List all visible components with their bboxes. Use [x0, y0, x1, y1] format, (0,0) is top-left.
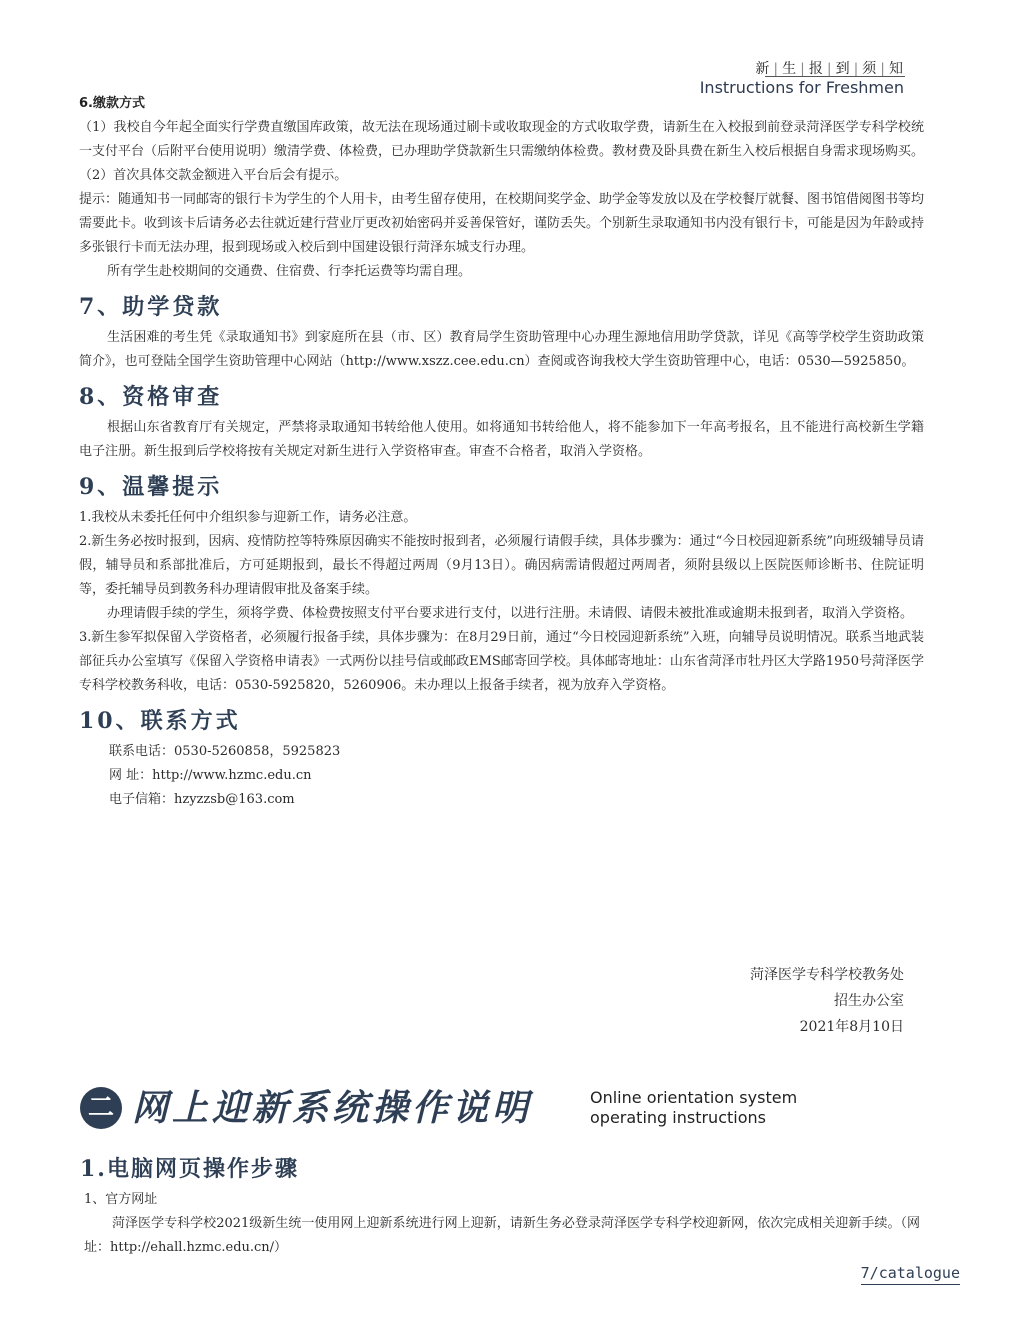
- chapter-title: 网上迎新系统操作说明: [132, 1087, 533, 1129]
- part-item-1: 1、官方网址: [84, 1192, 158, 1207]
- chapter-title-en-line-1: Online orientation system: [590, 1088, 798, 1107]
- tips-paragraph-2: 2.新生务必按时报到，因病、疫情防控等特殊原因确实不能按时报到者，必须履行请假手续，具体步骤为：通过“今日校园迎新系统”向班级辅导员请假，辅导员和系部批准后，方可延期报到，最长不得超过两周（9月13日）。确因病需请假超过两周者，须附县级以上医院医师诊断书、住院证明等，委托辅导员到教务科办理请假审批及备案手续。: [79, 534, 924, 597]
- header-char: 报: [808, 61, 824, 77]
- qualification-paragraph: 根据山东省教育厅有关规定，严禁将录取通知书转给他人使用。如将通知书转给他人，将不能参加下一年高考报名，且不能进行高校新生学籍电子注册。新生报到后学校将按有关规定对新生进行入学资格审查。审查不合格者，取消入学资格。: [79, 420, 924, 459]
- header-char: 新: [755, 61, 771, 77]
- tips-paragraph-4: 3.新生参军拟保留入学资格者，必须履行报备手续，具体步骤为：在8月29日前，通过“今日校园迎新系统”入班，向辅导员说明情况。联系当地武装部征兵办公室填写《保留入学资格申请表》一式两份以挂号信或邮政EMS邮寄回学校。具体邮寄地址：山东省菏泽市牡丹区大学路1950号菏泽医学专科学校教务科收，电话：0530-5925820，5260906。未办理以上报备手续者，视为放弃入学资格。: [79, 630, 924, 693]
- section-qualification-title: 8、资格审查: [79, 384, 223, 410]
- page-number: 7/catalogue: [861, 1264, 960, 1285]
- part-content: [84, 1188, 920, 1260]
- header-char: 须: [862, 61, 878, 77]
- section-tips-title: 9、温馨提示: [79, 474, 223, 500]
- header-title-en: Instructions for Freshmen: [699, 78, 904, 97]
- header-char: 知: [889, 61, 904, 77]
- contact-website[interactable]: 网 址：http://www.hzmc.edu.cn: [109, 768, 312, 783]
- section-payment-title: 6.缴款方式: [79, 96, 145, 111]
- signature-org: 菏泽医学专科学校教务处: [750, 967, 904, 983]
- header-char: 到: [835, 61, 851, 77]
- loan-paragraph: 生活困难的考生凭《录取通知书》到家庭所在县（市、区）教育局学生资助管理中心办理生源地信用助学贷款，详见《高等学校学生资助政策简介》，也可登陆全国学生资助管理中心网站（http://www.xszz.cee.edu.cn）查阅或咨询我校大学生资助管理中心，电话：0530—5925850。: [79, 330, 924, 369]
- signature-date: 2021年8月10日: [799, 1019, 904, 1035]
- part-paragraph: 菏泽医学专科学校2021级新生统一使用网上迎新系统进行网上迎新，请新生务必登录菏泽医学专科学校迎新网，依次完成相关迎新手续。（网址：http://ehall.hzmc.edu.cn/）: [84, 1216, 920, 1255]
- signature-block: [750, 962, 904, 1040]
- chapter-title-en: [590, 1088, 797, 1128]
- chapter-title-en-line-2: operating instructions: [590, 1108, 766, 1127]
- tips-paragraph-1: 1.我校从未委托任何中介组织参与迎新工作，请务必注意。: [79, 510, 417, 525]
- payment-paragraph-1: （1）我校自今年起全面实行学费直缴国库政策，故无法在现场通过刷卡或收取现金的方式收取学费，请新生在入校报到前登录菏泽医学专科学校统一支付平台（后附平台使用说明）缴清学费、体检费，已办理助学贷款新生只需缴纳体检费。教材费及卧具费在新生入校后根据自身需求现场购买。: [79, 120, 925, 159]
- contact-email[interactable]: 电子信箱：hzyzzsb@163.com: [109, 792, 295, 807]
- payment-tip: 提示：随通知书一同邮寄的银行卡为学生的个人用卡，由考生留存使用，在校期间奖学金、助学金等发放以及在学校餐厅就餐、图书馆借阅图书等均需要此卡。收到该卡后请务必去往就近建行营业厅更改初始密码并妥善保管好，谨防丢失。个别新生录取通知书内没有银行卡，可能是因为年龄或持多张银行卡而无法办理，报到现场或入校后到中国建设银行菏泽东城支行办理。: [79, 192, 925, 255]
- header-char: 生: [782, 61, 798, 77]
- part-title: 1.电脑网页操作步骤: [80, 1156, 299, 1182]
- chapter-number-badge: 二: [80, 1087, 122, 1129]
- section-contact-title: 10、联系方式: [79, 708, 241, 734]
- contact-list: [79, 740, 924, 812]
- header-title-cn: 新 | 生 | 报 | 到 | 须 | 知: [755, 61, 904, 77]
- signature-office: 招生办公室: [834, 993, 904, 1009]
- header-divider: [765, 76, 905, 77]
- payment-paragraph-4: 所有学生赴校期间的交通费、住宿费、行李托运费等均需自理。: [107, 264, 472, 279]
- chapter-banner: [80, 1082, 940, 1132]
- tips-paragraph-3: 办理请假手续的学生，须将学费、体检费按照支付平台要求进行支付，以进行注册。未请假、请假未被批准或逾期未报到者，取消入学资格。: [107, 606, 914, 621]
- payment-paragraph-2: （2）首次具体交款金额进入平台后会有提示。: [79, 168, 348, 183]
- section-payment: [79, 92, 924, 812]
- section-loan-title: 7、助学贷款: [79, 294, 223, 320]
- contact-phone: 联系电话：0530-5260858，5925823: [109, 744, 341, 759]
